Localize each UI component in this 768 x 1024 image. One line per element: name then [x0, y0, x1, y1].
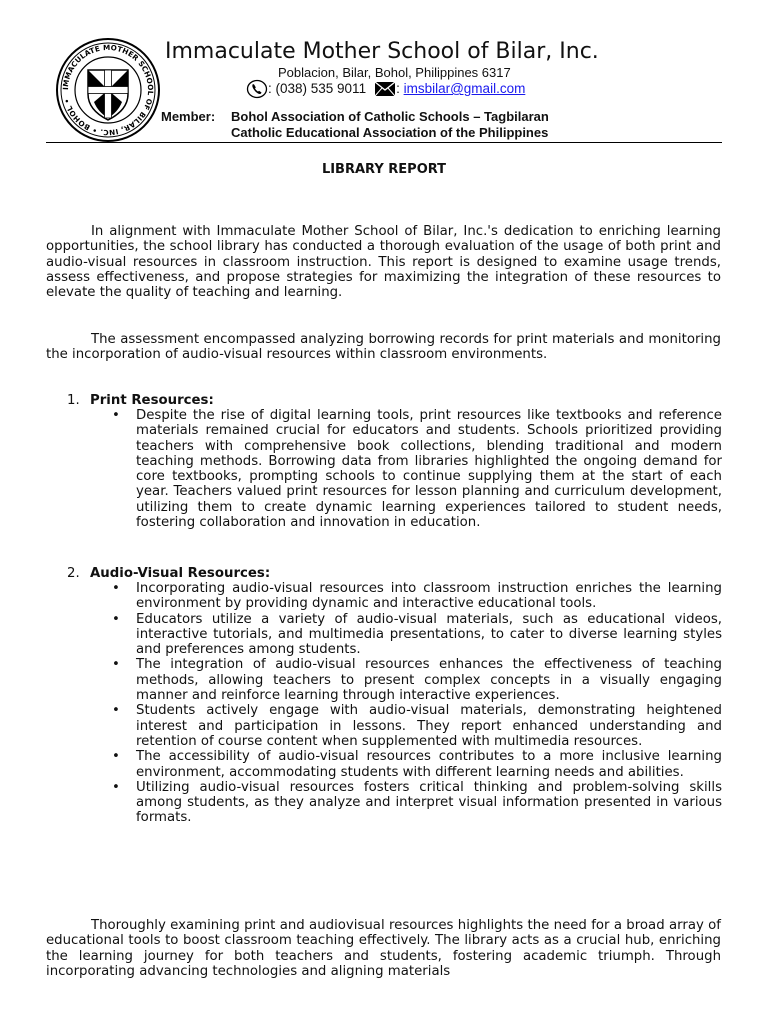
section-heading-print	[67, 393, 214, 408]
intro-text: In alignment with Immaculate Mother School of Bilar, Inc.'s dedication to enriching learning opportunities, the school library has conducted a thorough evaluation of the usage of both print and audio-visual resources in classroom instruction. This report is designed to examine usage trends, assess effectiveness, and propose strategies for maximizing the integration of these resources to elevate the quality of teaching and learning.	[46, 224, 721, 301]
bullet-icon: •	[112, 611, 120, 627]
section-title: Audio-Visual Resources:	[90, 566, 271, 581]
member-org-bacs: Bohol Association of Catholic Schools – Tagbilaran	[231, 109, 549, 124]
email-prefix: :	[396, 81, 404, 96]
list-item-text: Despite the rise of digital learning tools, print resources like textbooks and reference materials remained crucial for educators and students. Schools prioritized providing teachers with comprehensive book collections, blending traditional and modern teaching methods. Borrowing data from libraries highlighted the ongoing demand for core textbooks, prompting schools to continue supplying them at the start of each year. Teachers valued print resources for lesson planning and curriculum development, utilizing them to create dynamic learning experiences tailored to student needs, fostering collaboration and innovation in education.	[136, 408, 722, 531]
conclusion-text: Thoroughly examining print and audiovisual resources highlights the need for a broad array of educational tools to boost classroom teaching effectively. The library acts as a crucial hub, enriching the learning journey for both teachers and students, fostering academic triumph. Through incorporating advancing technologies and aligning materials	[46, 918, 721, 979]
list-item	[112, 780, 722, 826]
school-address: Poblacion, Bilar, Bohol, Philippines 6317	[278, 65, 511, 80]
school-name: Immaculate Mother School of Bilar, Inc.	[165, 39, 599, 64]
list-item-text: Utilizing audio-visual resources fosters critical thinking and problem-solving skills among students, as they analyze and interpret visual information presented in various formats.	[136, 779, 722, 826]
list-item	[112, 612, 722, 658]
section-number: 2.	[67, 566, 80, 581]
bullet-icon: •	[112, 408, 120, 423]
audio-visual-resources-list	[112, 581, 722, 826]
report-title: LIBRARY REPORT	[321, 162, 447, 177]
list-item	[112, 703, 722, 749]
conclusion-paragraph	[46, 918, 721, 979]
bullet-icon: •	[112, 779, 120, 795]
list-item	[112, 749, 722, 780]
assessment-paragraph	[46, 332, 721, 363]
section-number: 1.	[67, 393, 80, 408]
envelope-icon	[374, 81, 396, 97]
member-org-ceap: Catholic Educational Association of the Philippines	[231, 125, 549, 140]
list-item-text: The integration of audio-visual resources enhances the effectiveness of teaching methods, allowing teachers to present complex concepts in a visually engaging manner and reinforce learning through interactive experiences.	[136, 657, 722, 704]
section-title: Print Resources:	[90, 393, 214, 408]
list-item-text: Educators utilize a variety of audio-visual materials, such as educational videos, interactive tutorials, and multimedia presentations, to cater to diverse learning styles and preferences among students.	[136, 611, 722, 658]
assessment-text: The assessment encompassed analyzing borrowing records for print materials and monitoring the incorporation of audio-visual resources within classroom environments.	[46, 332, 721, 363]
list-item	[112, 657, 722, 703]
email-link[interactable]: imsbilar@gmail.com	[403, 81, 526, 96]
bullet-icon: •	[112, 657, 120, 673]
bullet-icon: •	[112, 703, 120, 719]
list-item-text: Incorporating audio-visual resources into classroom instruction enriches the learning environment by providing dynamic and interactive educational tools.	[136, 581, 722, 612]
contact-row	[246, 79, 525, 99]
phone-icon	[246, 79, 268, 99]
bullet-icon: •	[112, 749, 120, 765]
list-item-text: The accessibility of audio-visual resources contributes to a more inclusive learning environment, accommodating students with different learning needs and abilities.	[136, 749, 722, 780]
list-item-text: Students actively engage with audio-visual materials, demonstrating heightened interest and participation in lessons. They report enhanced understanding and retention of course content when supplemented with multimedia resources.	[136, 703, 722, 749]
print-resources-list	[112, 408, 722, 530]
svg-text:IMMACULATE MOTHER SCHOOL OF BI: IMMACULATE MOTHER SCHOOL OF BILAR, INC. • BOHOL •	[60, 42, 156, 138]
intro-paragraph	[46, 224, 721, 300]
list-item	[112, 581, 722, 612]
bullet-icon: •	[112, 581, 120, 596]
school-seal	[54, 36, 162, 144]
list-item	[112, 408, 722, 530]
section-heading-audio-visual	[67, 566, 270, 581]
member-label: Member:	[161, 109, 216, 124]
header-divider	[46, 142, 722, 143]
phone-number: : (038) 535 9011	[268, 81, 367, 96]
